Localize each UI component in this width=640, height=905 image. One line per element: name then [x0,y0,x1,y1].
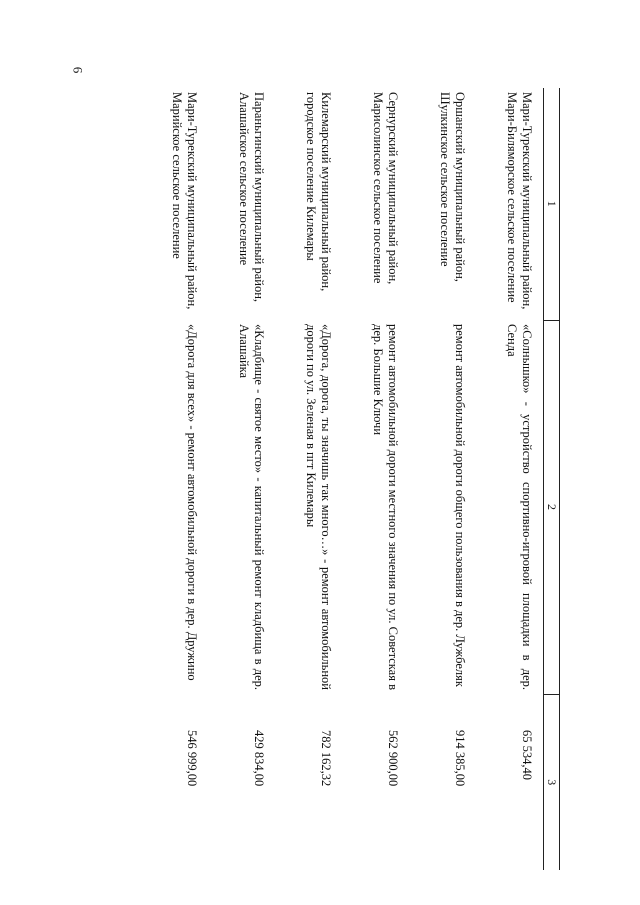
municipality-cell: Параньгинский муниципальный район, Алашайское сельское поселение [237,92,267,303]
table-row [142,88,209,870]
amount-cell: 429 834,00 [252,730,267,787]
municipality-cell: Оршанский муниципальный район, Шулкинское сельское поселение [438,92,468,282]
project-cell: ремонт автомобильной дороги местного значения по ул. Советская в дер. Большие Ключи [371,324,401,690]
project-cell: ремонт автомобильной дороги общего пользования в дер. Лужбеляк [453,324,468,687]
projects-table [142,88,561,870]
project-cell: «Кладбище - святое место» - капитальный ремонт кладбища в дер. Алашайка [237,324,267,690]
project-cell: «Солнышко» - устройство спортивно-игровой площадки в дер. Сенда [505,324,534,690]
table-row [343,88,410,870]
municipality-cell: Мари-Турекский муниципальный район, Мари-Биляморское сельское поселение [505,92,534,310]
column-header-1: 1 [544,88,560,320]
amount-cell: 782 162,32 [319,730,334,787]
page-number: 6 [70,66,86,74]
municipality-cell: Килемарский муниципальный район, городское поселение Килемары [304,92,334,292]
municipality-cell: Сернурский муниципальный район, Марисолинское сельское поселение [371,92,401,285]
table-row [276,88,343,870]
project-cell: «Дорога для всех» - ремонт автомобильной дороги в дер. Дружино [185,324,200,681]
table-row [410,88,477,870]
project-cell: «Дорога, дорога, ты значишь так много…» - ремонт автомобильной дороги по ул. Зеленая в пгт Килемары [304,324,334,690]
column-header-2: 2 [544,320,560,694]
table-header [544,88,560,870]
municipality-cell: Мари-Турекский муниципальный район, Марийское сельское поселение [170,92,200,310]
rotated-table-container [100,88,560,870]
amount-cell: 914 385,00 [453,730,468,787]
table-row [209,88,276,870]
amount-cell: 65 534,40 [520,730,534,780]
table-row [477,88,544,870]
amount-cell: 546 999,00 [185,730,200,787]
column-header-3: 3 [544,694,560,870]
amount-cell: 562 900,00 [386,730,401,787]
